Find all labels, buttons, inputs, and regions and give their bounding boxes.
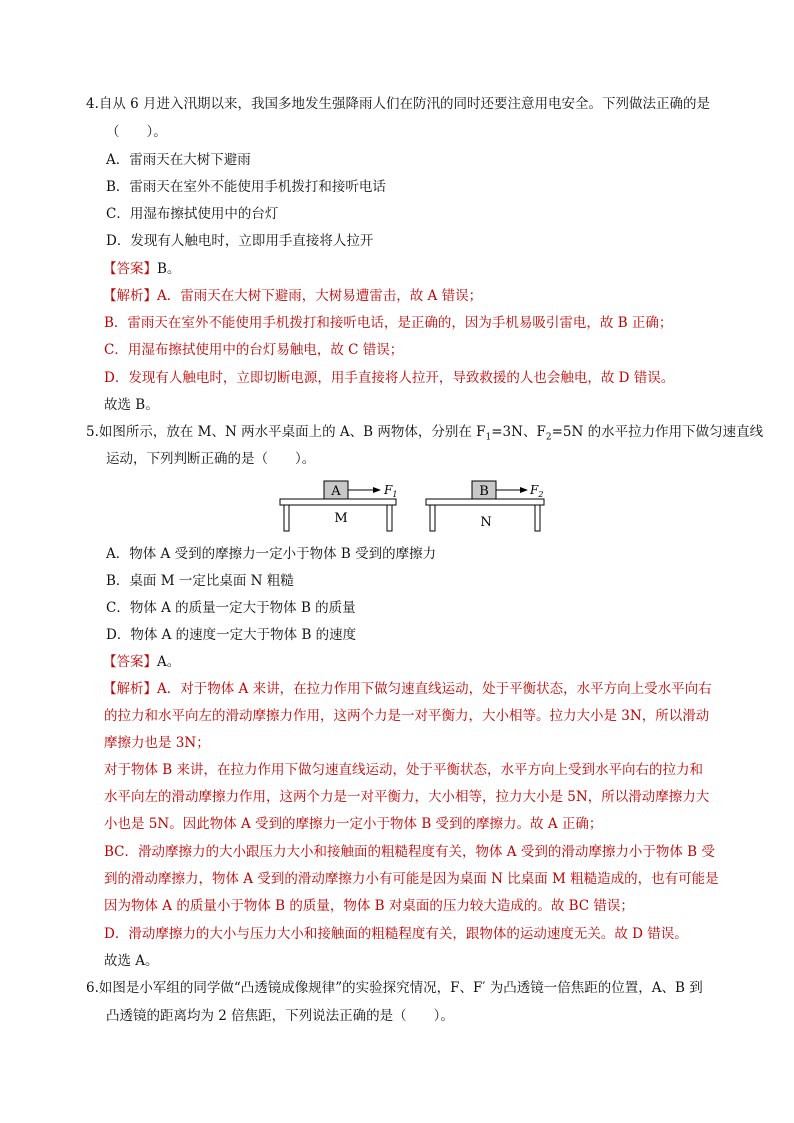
q5-analysis-line-10: D．滑动摩擦力的大小与压力大小和接触面的粗糙程度有关，跟物体的运动速度无关。故 D 错误。 [104,926,688,942]
q4-answer [103,260,180,278]
force-2-label: $F_2$ [530,483,544,499]
answer-tag: 【答案】 [103,654,157,670]
q5-option-d: D．物体 A 的速度一定大于物体 B 的速度 [106,627,357,643]
table-n-leg-right [535,505,540,531]
q5-analysis-line-9: 因为物体 A 的质量小于物体 B 的质量，物体 B 对桌面的压力较大造成的。故 BC 错误； [104,898,634,914]
q5-option-a: A．物体 A 受到的摩擦力一定小于物体 B 受到的摩擦力 [106,546,437,562]
q5-option-c: C．物体 A 的质量一定大于物体 B 的质量 [106,600,356,616]
q5-stem-part-c: =5N 的水平拉力作用下做匀速直线 [551,424,764,440]
q5-conclusion: 故选 A。 [104,953,159,969]
q5-analysis-line-8: 到的滑动摩擦力，物体 A 受到的滑动摩擦力小有可能是因为桌面 N 比桌面 M 粗糙造成的，也有可能是 [104,871,719,887]
q4-option-c: C．用湿布擦拭使用中的台灯 [106,206,279,222]
q5-stem-part-b: =3N、F [491,424,546,440]
answer-value: A。 [157,654,181,670]
q4-analysis-line-3: C．用湿布擦拭使用中的台灯易触电，故 C 错误； [104,342,404,358]
table-m-top [280,499,396,505]
analysis-tag: 【解析】 [103,681,157,697]
q5-analysis-line-7: BC．滑动摩擦力的大小跟压力大小和接触面的粗糙程度有关，物体 A 受到的滑动摩擦力小于物体 B 受 [104,844,715,860]
q4-stem-line-1: 4.自从 6 月进入汛期以来，我国多地发生强降雨人们在防汛的同时还要注意用电安全。下列做法正确的是 [86,96,711,112]
force-1-label: $F_1$ [384,483,398,499]
block-a-label: A [331,484,341,499]
q5-figure [276,478,548,532]
q5-answer [103,653,180,671]
answer-value: B。 [157,261,181,277]
analysis-tag: 【解析】 [103,288,157,304]
q5-stem-line-1 [86,423,763,441]
analysis-text: A．对于物体 A 来讲，在拉力作用下做匀速直线运动，处于平衡状态，水平方向上受水平向右 [157,681,712,697]
answer-tag: 【答案】 [103,261,157,277]
table-m-label: M [334,511,348,526]
q5-analysis-line-4: 对于物体 B 来讲，在拉力作用下做匀速直线运动，处于平衡状态，水平方向上受到水平向右的拉力和 [104,762,704,778]
q4-option-b: B．雷雨天在室外不能使用手机拨打和接听电话 [106,179,386,195]
table-n-top [426,499,544,505]
q5-analysis-line-1 [103,680,712,698]
subscript-1: 1 [485,432,492,443]
table-n-label: N [480,515,492,530]
table-m-leg-right [387,505,392,531]
q6-stem-line-1: 6.如图是小军组的同学做“凸透镜成像规律”的实验探究情况，F、F′ 为凸透镜一倍焦距的位置，A、B 到 [86,980,703,996]
q5-stem-line-2: 运动，下列判断正确的是（ ）。 [106,451,316,467]
q5-stem-part-a: 5.如图所示，放在 M、N 两水平桌面上的 A、B 两物体，分别在 F [86,424,486,440]
q6-stem-line-2: 凸透镜的距离均为 2 倍焦距，下列说法正确的是（ ）。 [106,1008,454,1024]
force-arrow-1-head [373,487,381,493]
force-arrow-2-head [520,487,528,493]
analysis-text: A．雷雨天在大树下避雨，大树易遭雷击，故 A 错误； [157,288,483,304]
q5-analysis-line-5: 水平向左的滑动摩擦力作用，这两个力是一对平衡力，大小相等，拉力大小是 5N，所以滑动摩擦力大 [104,789,710,805]
q4-stem-line-2: （ ）。 [106,124,167,140]
q4-option-d: D．发现有人触电时，立即用手直接将人拉开 [106,233,374,249]
block-b-label: B [479,484,489,499]
q5-analysis-line-3: 摩擦力也是 3N； [104,735,210,751]
q4-conclusion: 故选 B。 [104,397,159,413]
table-m-leg-left [284,505,289,531]
q5-option-b: B．桌面 M 一定比桌面 N 粗糙 [106,573,294,589]
q5-analysis-line-2: 的拉力和水平向左的滑动摩擦力作用，这两个力是一对平衡力，大小相等。拉力大小是 3N，所以滑动 [104,708,710,724]
table-n-leg-left [430,505,435,531]
q4-analysis-line-1 [103,287,482,305]
q4-option-a: A．雷雨天在大树下避雨 [106,152,251,168]
subscript-2: 2 [545,432,552,443]
q5-analysis-line-6: 小也是 5N。因此物体 A 受到的摩擦力一定小于物体 B 受到的摩擦力。故 A 正确； [104,816,603,832]
q4-analysis-line-4: D．发现有人触电时，立即切断电源，用手直接将人拉开，导致救援的人也会触电，故 D 错误。 [104,370,675,386]
q4-analysis-line-2: B．雷雨天在室外不能使用手机拨打和接听电话，是正确的，因为手机易吸引雷电，故 B 正确； [104,315,673,331]
